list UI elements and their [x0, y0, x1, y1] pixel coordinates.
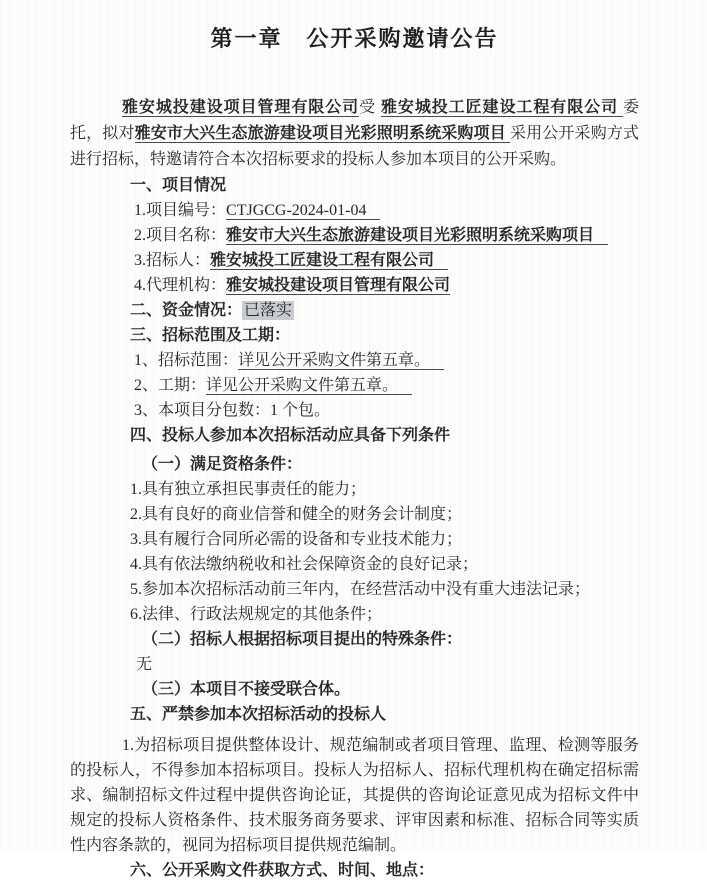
- project-number-row: [70, 198, 639, 223]
- section1-heading: 一、项目情况: [130, 177, 227, 194]
- intro-text: 采用公开采购方式进行招标，特邀请符合本次招标要求的投标人参加本项目的公开采购。: [70, 125, 639, 168]
- scope-value: 详见公开采购文件第五章。: [238, 352, 444, 370]
- duration-value: 详见公开采购文件第五章。: [206, 377, 412, 395]
- project-name-value: 雅安市大兴生态旅游建设项目光彩照明系统采购项目: [226, 227, 608, 245]
- scope-label: 1、招标范围：: [134, 352, 239, 369]
- special-conditions-value: 无: [136, 656, 153, 673]
- funding-label: 二、资金情况：: [130, 302, 243, 319]
- funding-value-highlighted: 已落实: [244, 302, 293, 319]
- duration-label: 2、工期：: [134, 377, 207, 394]
- section3-heading: 三、招标范围及工期：: [130, 327, 291, 344]
- bidder-row: [70, 248, 639, 273]
- funding-row: [70, 298, 639, 323]
- bidder-value: 雅安城投工匠建设工程有限公司: [210, 252, 448, 270]
- condition-item: 6.法律、行政法规规定的其他条件；: [130, 606, 383, 623]
- section6-heading: 六、公开采购文件获取方式、时间、地点：: [130, 862, 435, 879]
- special-conditions-subheading: （二）招标人根据招标项目提出的特殊条件：: [142, 631, 463, 648]
- condition-item: 2.具有良好的商业信誉和健全的财务会计制度；: [130, 506, 463, 523]
- agent-value: 雅安城投建设项目管理有限公司: [226, 277, 451, 294]
- project-name: 雅安市大兴生态旅游建设项目光彩照明系统采购项目: [134, 125, 510, 142]
- condition-item: 5.参加本次招标活动前三年内，在经营活动中没有重大违法记录；: [130, 581, 591, 598]
- prohibited-bidders-paragraph: 1.为招标项目提供整体设计、规范编制或者项目管理、监理、检测等服务的投标人，不得参加本招标项目。投标人为招标人、招标代理机构在确定招标需求、编制招标文件过程中提供咨询论证，其提供的咨询论证意见成为招标文件中规定的投标人资格条件、技术服务商务要求、评审因素和标准、招标合同等实质性内容条款的，视同为招标项目提供规范编制。: [70, 737, 639, 854]
- agency-name: 雅安城投建设项目管理有限公司: [122, 99, 360, 116]
- duration-row: [70, 373, 639, 398]
- condition-item: 3.具有履行合同所必需的设备和专业技术能力；: [130, 531, 463, 548]
- agent-row: [70, 273, 639, 298]
- agent-label: 4.代理机构：: [134, 277, 227, 294]
- package-count-row: 3、本项目分包数：1 个包。: [134, 402, 331, 419]
- condition-item: 1.具有独立承担民事责任的能力；: [130, 481, 367, 498]
- project-name-label: 2.项目名称：: [134, 227, 227, 244]
- condition-item: 4.具有依法缴纳税收和社会保障资金的良好记录；: [130, 556, 479, 573]
- intro-text: 受: [359, 99, 381, 116]
- intro-paragraph: [70, 95, 639, 173]
- client-name: 雅安城投工匠建设工程有限公司: [380, 99, 623, 116]
- section4-heading: 四、投标人参加本次招标活动应具备下列条件: [130, 427, 451, 444]
- project-number-label: 1.项目编号：: [134, 202, 227, 219]
- project-name-row: [70, 223, 639, 248]
- bidder-label: 3.招标人：: [134, 252, 211, 269]
- qualification-subheading: （一）满足资格条件：: [142, 456, 303, 473]
- intro-text: 委托，拟对: [70, 99, 639, 142]
- section5-heading: 五、严禁参加本次招标活动的投标人: [130, 706, 387, 723]
- project-number-value: CTJGCG-2024-01-04: [226, 202, 380, 220]
- consortium-subheading: （三）本项目不接受联合体。: [142, 681, 351, 698]
- page-title: 第一章 公开采购邀请公告: [210, 26, 499, 51]
- scope-row: [70, 348, 639, 373]
